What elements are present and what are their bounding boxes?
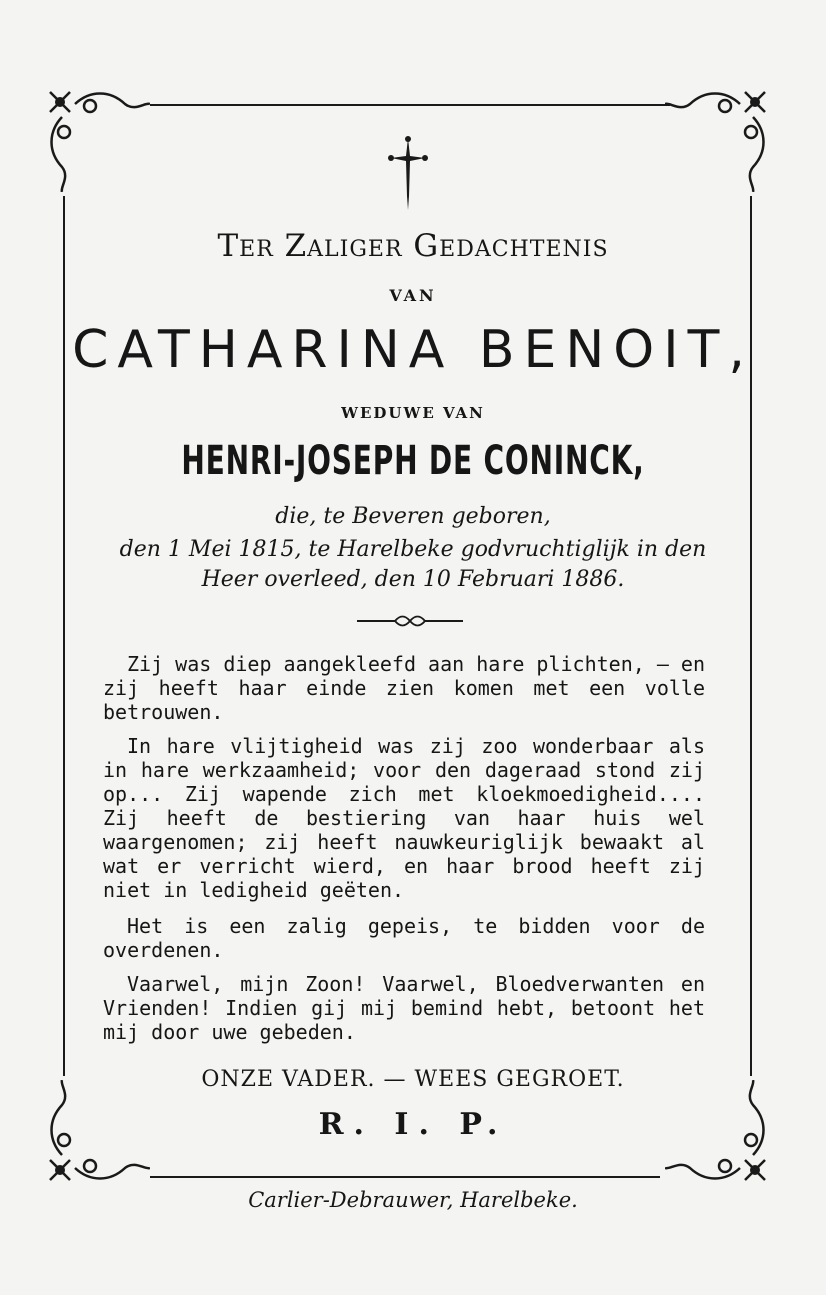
cross-icon — [388, 136, 428, 212]
paragraph-3: Het is een zalig gepeis, te bidden voor de overdenen. — [103, 914, 705, 962]
flourish-corner-icon — [665, 82, 775, 192]
flourish-corner-icon — [40, 82, 150, 192]
ornament-divider-icon — [355, 614, 465, 628]
rip-text: R. I. P. — [318, 1107, 508, 1142]
death-line: Heer overleed, den 10 Februari 1886. — [201, 567, 625, 592]
frame-top-line — [150, 104, 670, 106]
prayer-line: ONZE VADER. — WEES GEGROET. — [201, 1067, 625, 1092]
husband-name: HENRI-JOSEPH DE CONINCK, — [181, 438, 645, 484]
deceased-name: CATHARINA BENOIT, — [72, 320, 754, 380]
paragraph-4: Vaarwel, mijn Zoon! Vaarwel, Bloedverwanten en Vrienden! Indien gij mij bemind hebt, betoont het mij door uwe gebeden. — [103, 972, 705, 1044]
van-label: VAN — [389, 286, 437, 305]
frame-bottom-line — [150, 1176, 660, 1178]
birth-line: die, te Beveren geboren, — [275, 504, 551, 529]
date-line: den 1 Mei 1815, te Harelbeke godvruchtiglijk in den — [119, 537, 707, 562]
printer-credit: Carlier-Debrauwer, Harelbeke. — [248, 1188, 578, 1212]
paragraph-1: Zij was diep aangekleefd aan hare plichten, — en zij heeft haar einde zien komen met een volle betrouwen. — [103, 652, 705, 724]
paragraph-2: In hare vlijtigheid was zij zoo wonderbaar als in hare werkzaamheid; voor den dageraad stond zij op... Zij wapende zich met kloekmoedigheid.... Zij heeft de bestiering van haar huis wel waargenomen; zij heeft nauwkeuriglijk bewaakt al wat er verricht wierd, en haar brood heeft zij niet in ledigheid geëten. — [103, 734, 705, 902]
widow-label: WEDUWE VAN — [341, 404, 485, 422]
memorial-title: Ter Zaliger Gedachtenis — [217, 228, 609, 264]
